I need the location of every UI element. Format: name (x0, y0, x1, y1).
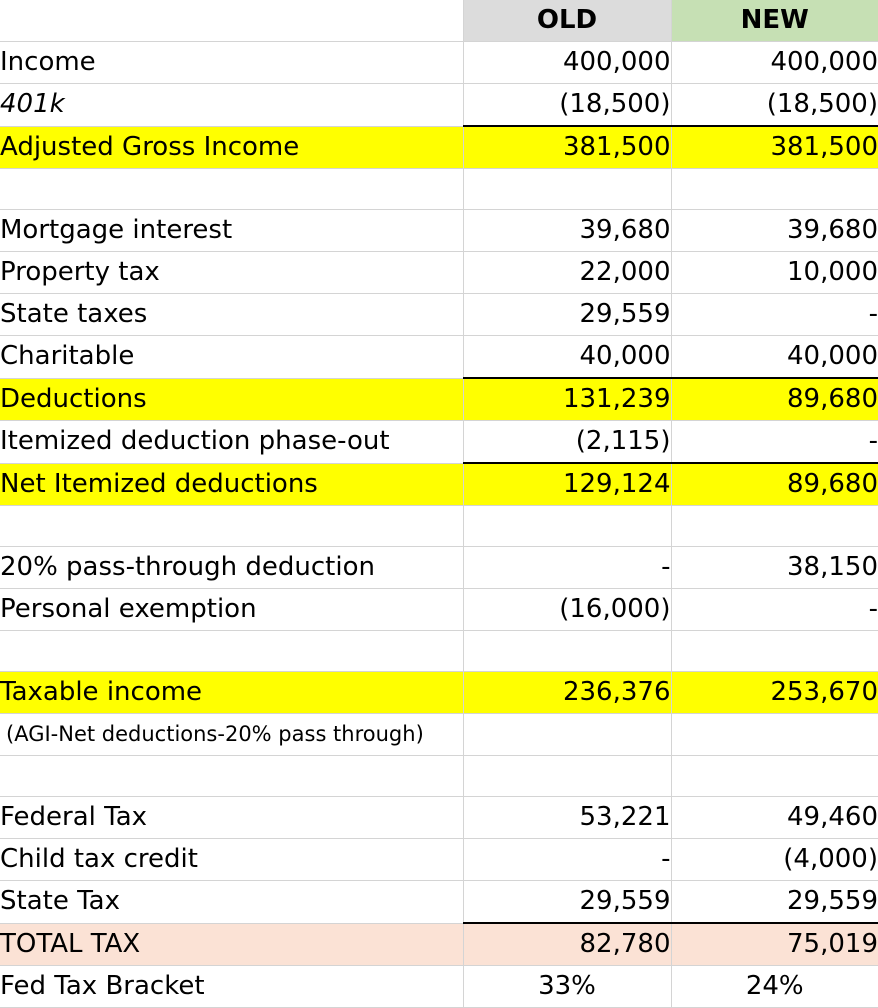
cell-old[interactable]: 400,000 (463, 42, 671, 84)
cell-old[interactable]: 22,000 (463, 252, 671, 294)
row-net-itemized-deductions (0, 463, 878, 506)
header-row (0, 0, 878, 42)
cell-label[interactable]: Child tax credit (0, 839, 463, 881)
row-total-tax (0, 923, 878, 966)
cell-new[interactable] (671, 714, 878, 756)
cell-label[interactable]: State taxes (0, 294, 463, 336)
cell-new[interactable]: - (671, 589, 878, 631)
row-401k (0, 84, 878, 127)
cell-old[interactable]: (2,115) (463, 421, 671, 464)
cell-label[interactable] (0, 506, 463, 547)
cell-label[interactable]: Deductions (0, 378, 463, 421)
row-blank (0, 756, 878, 797)
row-mortgage-interest (0, 210, 878, 252)
cell-new[interactable]: 381,500 (671, 126, 878, 169)
cell-old[interactable]: (16,000) (463, 589, 671, 631)
cell-label[interactable]: Income (0, 42, 463, 84)
cell-new[interactable]: 49,460 (671, 797, 878, 839)
cell-old[interactable] (463, 714, 671, 756)
cell-new[interactable]: 38,150 (671, 547, 878, 589)
row-fed-tax-bracket (0, 966, 878, 1008)
cell-label[interactable]: Adjusted Gross Income (0, 126, 463, 169)
row-blank (0, 631, 878, 672)
cell-old[interactable] (463, 631, 671, 672)
cell-label[interactable] (0, 631, 463, 672)
cell-label[interactable]: TOTAL TAX (0, 923, 463, 966)
cell-label[interactable]: Fed Tax Bracket (0, 966, 463, 1008)
cell-old[interactable]: 236,376 (463, 672, 671, 714)
row-adjusted-gross-income (0, 126, 878, 169)
cell-new[interactable]: 253,670 (671, 672, 878, 714)
cell-new[interactable] (671, 756, 878, 797)
cell-old[interactable]: - (463, 547, 671, 589)
row-taxable-income-note (0, 714, 878, 756)
cell-new[interactable] (671, 506, 878, 547)
cell-old[interactable] (463, 169, 671, 210)
cell-new[interactable]: - (671, 294, 878, 336)
cell-new[interactable]: 10,000 (671, 252, 878, 294)
cell-label[interactable]: Itemized deduction phase-out (0, 421, 463, 464)
cell-old[interactable]: 29,559 (463, 881, 671, 924)
row-property-tax (0, 252, 878, 294)
cell-new[interactable]: 29,559 (671, 881, 878, 924)
row-personal-exemption (0, 589, 878, 631)
cell-label[interactable]: Personal exemption (0, 589, 463, 631)
cell-label[interactable]: Federal Tax (0, 797, 463, 839)
row-income (0, 42, 878, 84)
row-child-tax-credit (0, 839, 878, 881)
column-header-new[interactable]: NEW (671, 0, 878, 42)
cell-label[interactable]: 401k (0, 84, 463, 127)
cell-new[interactable]: 89,680 (671, 463, 878, 506)
cell-label[interactable]: Property tax (0, 252, 463, 294)
cell-new[interactable]: 75,019 (671, 923, 878, 966)
cell-old[interactable] (463, 756, 671, 797)
row-federal-tax (0, 797, 878, 839)
cell-old[interactable]: (18,500) (463, 84, 671, 127)
row-state-taxes (0, 294, 878, 336)
cell-old[interactable]: 29,559 (463, 294, 671, 336)
cell-old[interactable]: 131,239 (463, 378, 671, 421)
row-deductions (0, 378, 878, 421)
column-header-old[interactable]: OLD (463, 0, 671, 42)
header-label-cell[interactable] (0, 0, 463, 42)
cell-old[interactable]: 381,500 (463, 126, 671, 169)
row-state-tax (0, 881, 878, 924)
cell-old[interactable] (463, 506, 671, 547)
row-blank (0, 506, 878, 547)
row-itemized-phase-out (0, 421, 878, 464)
cell-new[interactable]: 24% (671, 966, 878, 1008)
cell-old[interactable]: 129,124 (463, 463, 671, 506)
row-blank (0, 169, 878, 210)
row-taxable-income (0, 672, 878, 714)
cell-old[interactable]: - (463, 839, 671, 881)
cell-old[interactable]: 53,221 (463, 797, 671, 839)
row-charitable (0, 336, 878, 379)
cell-new[interactable]: - (671, 421, 878, 464)
cell-label[interactable]: Net Itemized deductions (0, 463, 463, 506)
cell-new[interactable]: 89,680 (671, 378, 878, 421)
cell-label[interactable]: Charitable (0, 336, 463, 379)
cell-new[interactable]: 400,000 (671, 42, 878, 84)
cell-label[interactable]: Mortgage interest (0, 210, 463, 252)
cell-new[interactable] (671, 631, 878, 672)
cell-new[interactable]: 40,000 (671, 336, 878, 379)
cell-new[interactable]: 39,680 (671, 210, 878, 252)
cell-label[interactable]: 20% pass-through deduction (0, 547, 463, 589)
cell-new[interactable]: (4,000) (671, 839, 878, 881)
cell-label[interactable]: State Tax (0, 881, 463, 924)
cell-label[interactable]: (AGI-Net deductions-20% pass through) (0, 714, 463, 756)
cell-old[interactable]: 82,780 (463, 923, 671, 966)
cell-new[interactable]: (18,500) (671, 84, 878, 127)
cell-old[interactable]: 39,680 (463, 210, 671, 252)
cell-label[interactable]: Taxable income (0, 672, 463, 714)
row-pass-through-deduction (0, 547, 878, 589)
cell-label[interactable] (0, 756, 463, 797)
cell-new[interactable] (671, 169, 878, 210)
cell-old[interactable]: 33% (463, 966, 671, 1008)
cell-label[interactable] (0, 169, 463, 210)
cell-old[interactable]: 40,000 (463, 336, 671, 379)
